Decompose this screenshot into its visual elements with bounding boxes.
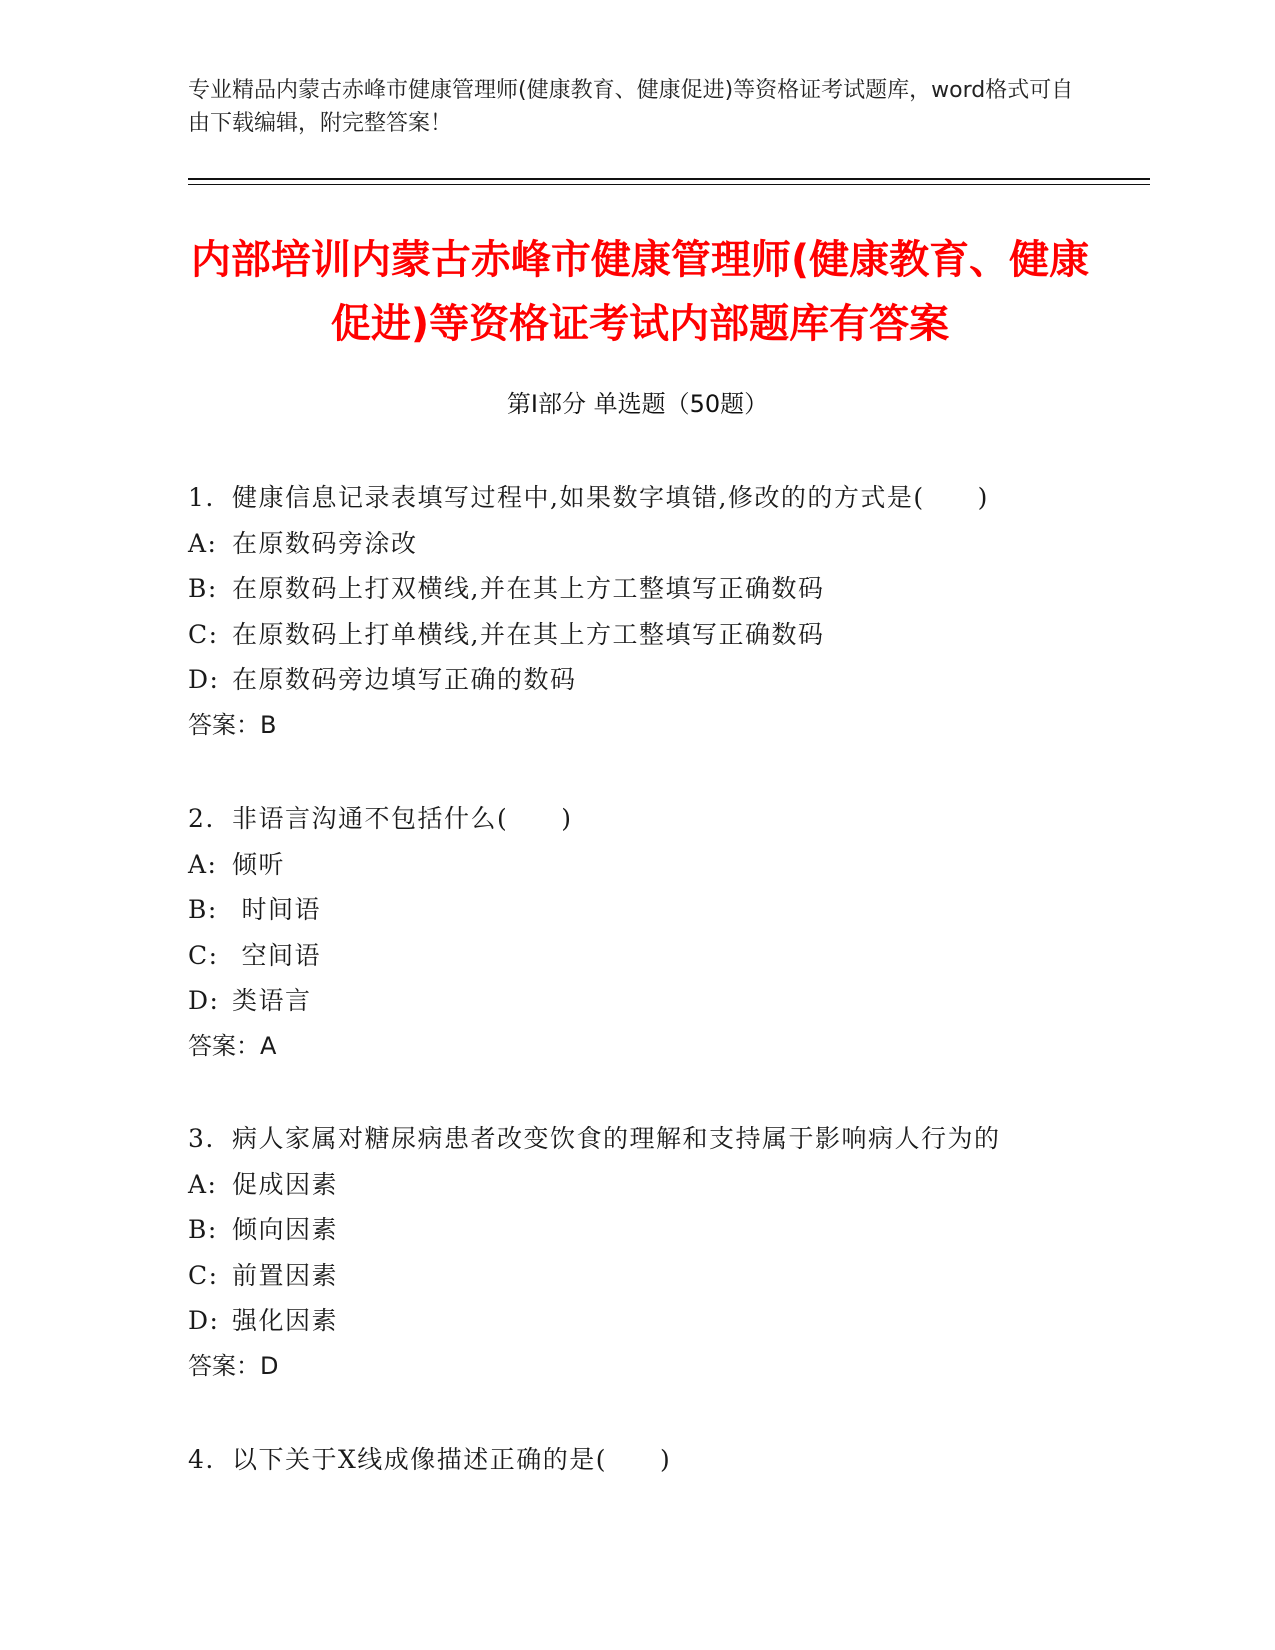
option-letter: D: <box>188 665 220 694</box>
header-note: 专业精品内蒙古赤峰市健康管理师(健康教育、健康促进)等资格证考试题库，word格式可自由下载编辑，附完整答案！ <box>188 78 1074 136</box>
question-stem <box>188 1116 1108 1162</box>
option-d <box>188 657 1108 703</box>
question-text: 以下关于Ⅹ线成像描述正确的是( ) <box>232 1445 672 1474</box>
option-text: 空间语 <box>232 940 321 970</box>
question-text: 健康信息记录表填写过程中,如果数字填错,修改的的方式是( ) <box>232 483 989 512</box>
answer-line: 答案：A <box>188 1031 277 1060</box>
question-stem <box>188 796 1108 842</box>
question-1 <box>188 475 1108 748</box>
option-letter: C: <box>188 1260 219 1290</box>
question-number: 2. <box>188 804 215 833</box>
option-letter: C: <box>188 619 219 649</box>
document-title: 内部培训内蒙古赤峰市健康管理师(健康教育、健康促进)等资格证考试内部题库有答案 <box>190 237 1090 347</box>
option-c <box>188 933 1108 979</box>
option-text: 促成因素 <box>232 1169 339 1199</box>
option-letter: D: <box>188 1306 220 1335</box>
option-b <box>188 887 1108 933</box>
question-2 <box>188 796 1108 1069</box>
option-letter: B: <box>188 895 218 924</box>
question-stem <box>188 1437 1108 1483</box>
option-letter: B: <box>188 1215 218 1244</box>
answer-line: 答案：B <box>188 710 277 739</box>
question-number: 1. <box>188 483 215 512</box>
option-d <box>188 978 1108 1024</box>
option-text: 类语言 <box>232 986 312 1015</box>
option-text: 倾听 <box>232 849 286 879</box>
option-d <box>188 1298 1108 1344</box>
option-text: 倾向因素 <box>232 1215 339 1244</box>
option-text: 强化因素 <box>232 1306 339 1335</box>
option-letter: A: <box>188 528 218 558</box>
question-stem <box>188 475 1108 521</box>
option-c <box>188 612 1108 658</box>
question-text: 病人家属对糖尿病患者改变饮食的理解和支持属于影响病人行为的 <box>232 1124 1001 1153</box>
question-3 <box>188 1116 1108 1389</box>
header-rule-thin <box>188 184 1150 185</box>
option-letter: A: <box>188 1169 218 1199</box>
answer-line: 答案：D <box>188 1351 279 1380</box>
option-a <box>188 1162 1108 1208</box>
question-text: 非语言沟通不包括什么( ) <box>232 804 573 833</box>
question-number: 4. <box>188 1445 215 1474</box>
option-letter: C: <box>188 940 219 970</box>
option-b <box>188 566 1108 612</box>
option-text: 在原数码上打单横线,并在其上方工整填写正确数码 <box>232 619 825 649</box>
option-text: 前置因素 <box>232 1260 339 1290</box>
header-rule-thick <box>188 178 1150 180</box>
option-a <box>188 842 1108 888</box>
option-a <box>188 521 1108 567</box>
option-c <box>188 1253 1108 1299</box>
option-letter: A: <box>188 849 218 879</box>
question-4 <box>188 1437 1108 1483</box>
question-number: 3. <box>188 1124 215 1153</box>
section-heading: 第Ⅰ部分 单选题（50题） <box>506 390 769 418</box>
option-text: 在原数码旁涂改 <box>232 528 418 558</box>
option-letter: D: <box>188 986 220 1015</box>
option-letter: B: <box>188 574 218 603</box>
option-text: 在原数码上打双横线,并在其上方工整填写正确数码 <box>232 574 825 603</box>
option-text: 时间语 <box>232 895 321 924</box>
option-text: 在原数码旁边填写正确的数码 <box>232 665 577 694</box>
option-b <box>188 1207 1108 1253</box>
